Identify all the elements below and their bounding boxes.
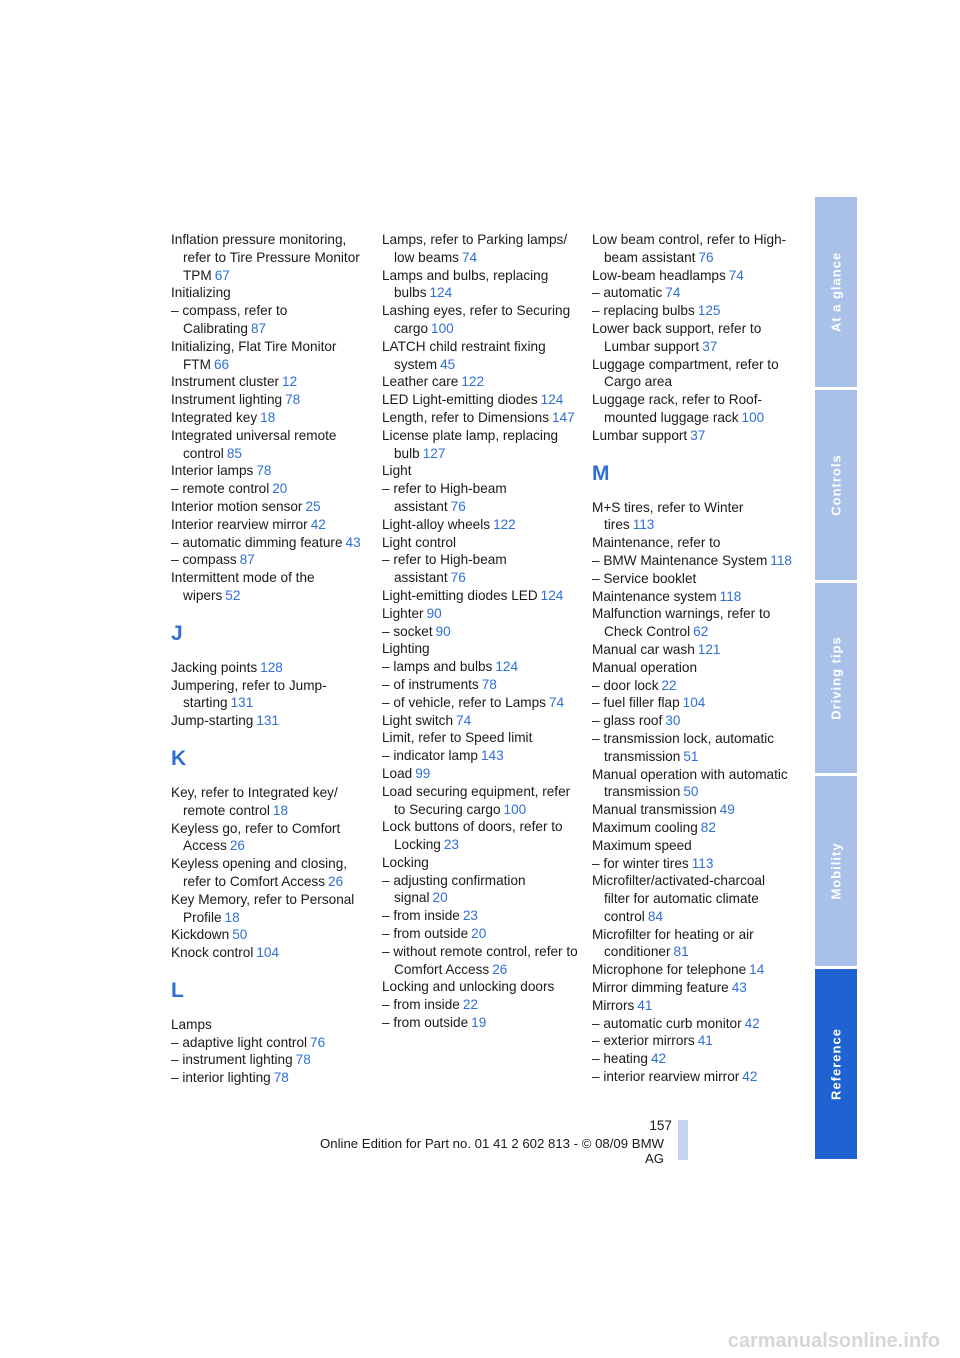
index-entry [592,766,792,802]
page-reference-link[interactable]: 74 [456,712,472,728]
index-entry [382,623,582,641]
index-entry-text: Light control [382,534,457,550]
index-entry-text: Interior lamps [171,463,254,479]
page-reference-link[interactable]: 19 [471,1015,487,1031]
index-entry-text: – replacing bulbs [592,303,695,319]
page-reference-link[interactable]: 20 [471,926,487,942]
index-entry [592,552,792,570]
index-entry-text: Key, refer to Integrated key/ remote control [171,784,338,818]
index-entry-text: Interior motion sensor [171,498,303,514]
index-entry [382,1014,582,1032]
page-reference-link[interactable]: 127 [422,445,446,461]
page-reference-link[interactable]: 100 [431,320,454,336]
page-reference-link[interactable]: 43 [731,980,747,996]
page-reference-link[interactable]: 18 [224,909,240,925]
page-reference-link[interactable]: 76 [698,249,714,265]
index-entry [592,570,792,588]
index-entry [171,569,371,605]
index-entry [592,267,792,285]
page-reference-link[interactable]: 20 [272,481,288,497]
index-entry-text: – transmission lock, automatic transmission [592,730,775,764]
index-entry-text: – interior rearview mirror [592,1069,740,1085]
page-reference-link[interactable]: 124 [495,659,519,675]
index-entry [592,356,792,392]
page-reference-link[interactable]: 118 [719,588,742,604]
index-entry-text: – from outside [382,1015,469,1031]
index-entry-text: – refer to High-beam assistant [382,552,507,586]
index-entry-text: Lighter [382,605,424,621]
index-entry [382,747,582,765]
index-entry [592,712,792,730]
index-entry-text: – without remote control, refer to Comfort Access [382,943,578,977]
footer-bar [678,1120,688,1160]
section-tabs [815,197,857,1160]
index-entry-text: – from inside [382,908,460,924]
page-reference-link[interactable]: 30 [665,713,681,729]
page-reference-link[interactable]: 26 [328,873,344,889]
index-entry [592,284,792,302]
index-entry-text: – socket [382,623,433,639]
page-reference-link[interactable]: 78 [273,1070,289,1086]
page-reference-link[interactable]: 18 [260,409,276,425]
page-reference-link[interactable]: 43 [345,534,361,550]
index-entry [171,302,371,338]
index-entry [382,996,582,1014]
index-entry-text: – compass [171,552,237,568]
index-entry-text: Manual car wash [592,641,695,657]
index-entry-text: Kickdown [171,927,230,943]
page-reference-link[interactable]: 74 [548,694,565,710]
index-column-1 [171,231,371,1087]
index-entry [382,267,582,303]
index-entry [171,1069,371,1087]
index-entry [382,373,582,391]
index-entry-text: Leather care [382,374,459,390]
index-letter-heading: J [171,621,183,645]
index-entry-text: – heating [592,1051,648,1067]
page-reference-link[interactable]: 113 [691,855,714,871]
index-entry-text: Integrated universal remote control [171,427,337,461]
page-reference-link[interactable]: 22 [661,677,677,693]
page-reference-link[interactable]: 76 [450,570,466,586]
page-reference-link[interactable]: 78 [295,1052,311,1068]
index-entry [592,499,792,535]
page-reference-link[interactable]: 90 [426,605,442,621]
index-entry [592,534,792,552]
page-reference-link[interactable]: 51 [683,748,699,764]
index-entry [382,818,582,854]
page-reference-link[interactable]: 122 [493,516,516,532]
index-entry [382,551,582,587]
index-entry-text: Inflation pressure monitoring, refer to Tire Pressure Monitor TPM [171,232,360,283]
page-reference-link[interactable]: 74 [728,267,744,283]
index-entry [382,978,582,996]
index-entry [592,641,792,659]
index-entry-text: Maximum cooling [592,819,698,835]
index-entry [171,926,371,944]
index-entry [382,338,582,374]
index-entry-text: – BMW Maintenance System [592,552,768,568]
index-entry [171,1016,371,1034]
index-entry [171,1051,371,1069]
index-entry-text: Jump-starting [171,713,254,729]
index-entry [592,659,792,677]
index-entry-text: Limit, refer to Speed limit [382,730,533,746]
index-entry [382,409,582,427]
page-reference-link[interactable]: 49 [719,802,735,818]
index-entry [382,854,582,872]
index-entry [382,587,582,605]
index-entry-text: Locking [382,854,429,870]
index-entry [592,427,792,445]
page-reference-link[interactable]: 25 [305,498,321,514]
page-reference-link[interactable]: 82 [700,819,716,835]
index-entry [592,819,792,837]
watermark: carmanualsonline.info [727,1330,940,1352]
index-entry-text: Maximum speed [592,837,692,853]
index-entry [382,783,582,819]
index-entry-text: Interior rearview mirror [171,516,308,532]
page-reference-link[interactable]: 99 [415,765,431,781]
index-entry-text: Key Memory, refer to Personal Profile [171,891,355,925]
index-entry [382,712,582,730]
page-reference-link[interactable]: 78 [256,463,272,479]
index-entry [171,944,371,962]
index-entry-text: Light switch [382,712,454,728]
page-reference-link[interactable]: 62 [693,624,709,640]
index-entry-text: Knock control [171,945,254,961]
page-reference-link[interactable]: 124 [540,587,564,603]
index-entry-text: Light [382,463,412,479]
index-entry [171,677,371,713]
index-entry-text: Microphone for telephone [592,962,747,978]
index-entry [171,462,371,480]
page-reference-link[interactable]: 45 [440,356,456,372]
index-entry-text: – from outside [382,926,469,942]
index-entry-text: – adjusting confirmation signal [382,872,526,906]
index-entry-text: – fuel filler flap [592,695,680,711]
index-entry-text: – glass roof [592,713,663,729]
page-reference-link[interactable]: 78 [285,392,301,408]
index-entry [382,516,582,534]
page-reference-link[interactable]: 128 [260,659,283,675]
index-entry-text: Luggage rack, refer to Roof-mounted luggage rack [592,392,763,425]
index-entry [592,231,792,267]
index-entry [592,855,792,873]
page-reference-link[interactable]: 41 [697,1033,713,1049]
index-entry [592,1015,792,1033]
tab-at-a-glance[interactable]: At a glance [815,197,857,387]
index-entry [592,302,792,320]
index-entry [382,925,582,943]
index-entry [382,943,582,979]
index-entry [171,534,371,552]
index-entry-text: Lamps and bulbs, replacing bulbs [382,267,549,301]
index-entry [171,409,371,427]
index-entry-text: Malfunction warnings, refer to Check Control [592,606,771,640]
index-entry [171,1034,371,1052]
index-entry [171,373,371,391]
index-entry [171,551,371,569]
index-entry [382,231,582,267]
page-number: 157 [649,1118,672,1133]
page-reference-link[interactable]: 42 [650,1051,667,1067]
page-reference-link[interactable]: 131 [230,695,254,711]
index-letter-heading: L [171,978,184,1002]
index-entry-text: – from inside [382,997,460,1013]
page-reference-link[interactable]: 76 [450,498,466,514]
index-entry [592,1032,792,1050]
page-reference-link[interactable]: 37 [690,427,706,443]
index-entry [382,462,582,480]
page-reference-link[interactable]: 50 [232,927,248,943]
page-reference-link[interactable]: 87 [239,552,255,568]
index-entry [592,588,792,606]
index-entry [382,391,582,409]
index-entry-text: Initializing [171,285,231,301]
index-entry-text: Lighting [382,641,430,657]
index-entry-text: – lamps and bulbs [382,659,493,675]
page-reference-link[interactable]: 74 [665,285,681,301]
index-entry-text: Keyless go, refer to Comfort Access [171,820,341,854]
index-entry [592,320,792,356]
page-reference-link[interactable]: 23 [443,837,459,853]
page-reference-link[interactable]: 87 [250,320,267,336]
index-entry [171,338,371,374]
index-entry-text: Lamps [171,1016,212,1032]
page-reference-link[interactable]: 74 [461,249,478,265]
index-entry [592,961,792,979]
index-entry [171,784,371,820]
index-entry-text: Lock buttons of doors, refer to Locking [382,819,563,853]
index-entry-text: – door lock [592,677,659,693]
index-entry [171,891,371,927]
index-entry [592,605,792,641]
index-entry-text: – adaptive light control [171,1034,308,1050]
index-entry [592,677,792,695]
index-entry [592,391,792,427]
index-entry-text: – interior lighting [171,1070,271,1086]
index-entry-text: Microfilter for heating or air conditioner [592,926,754,960]
index-entry [382,605,582,623]
index-entry [382,676,582,694]
index-entry-text: Lamps, refer to Parking lamps/ low beams [382,232,568,265]
page-reference-link[interactable]: 23 [462,908,478,924]
index-entry-text: – automatic curb monitor [592,1015,742,1031]
index-entry [171,516,371,534]
tab-reference[interactable]: Reference [815,969,857,1159]
index-entry [171,284,371,302]
page-reference-link[interactable]: 26 [492,961,508,977]
index-entry [382,480,582,516]
index-entry-text: Manual operation [592,659,698,675]
tab-controls[interactable]: Controls [815,390,857,580]
index-entry-text: Mirror dimming feature [592,980,729,996]
page-reference-link[interactable]: 84 [647,908,663,924]
index-entry [382,427,582,463]
page-reference-link[interactable]: 124 [429,285,453,301]
page-reference-link[interactable]: 118 [770,552,792,568]
index-entry [592,979,792,997]
page-reference-link[interactable]: 85 [226,445,242,461]
index-entry-text: – exterior mirrors [592,1033,695,1049]
page-reference-link[interactable]: 52 [225,587,241,603]
index-entry [382,765,582,783]
index-entry-text: – automatic [592,285,663,301]
index-entry-text: Light-emitting diodes LED [382,587,538,603]
index-entry-text: Load securing equipment, refer to Securing cargo [382,783,571,817]
index-entry [171,231,371,284]
index-entry [592,997,792,1015]
index-entry [382,872,582,908]
page-reference-link[interactable]: 37 [702,338,718,354]
index-entry-text: – remote control [171,481,270,497]
page-reference-link[interactable]: 125 [697,303,721,319]
index-column-2 [382,231,582,1032]
index-entry-text: Low-beam headlamps [592,267,726,283]
page-reference-link[interactable]: 14 [749,962,765,978]
index-entry-text: Instrument cluster [171,374,280,390]
page-reference-link[interactable]: 26 [229,838,245,854]
page-reference-link[interactable]: 100 [741,409,765,425]
index-entry-text: Low beam control, refer to High-beam assistant [592,232,787,265]
index-entry-text: Mirrors [592,997,635,1013]
index-entry-text: LATCH child restraint fixing system [382,338,546,372]
index-entry-text: Intermittent mode of the wipers [171,570,315,603]
index-entry [382,658,582,676]
index-entry-text: – Service booklet [592,570,697,586]
index-entry-text: – automatic dimming feature [171,534,343,550]
page-reference-link[interactable]: 50 [683,784,699,800]
index-entry-text: Luggage compartment, refer to Cargo area [592,356,779,390]
index-entry-text: Manual operation with automatic transmission [592,766,788,800]
index-entry-text: Maintenance system [592,588,717,604]
index-entry [171,712,371,730]
index-entry-text: Jacking points [171,659,258,675]
page-reference-link[interactable]: 18 [272,802,289,818]
page-reference-link[interactable]: 12 [282,374,298,390]
index-entry [171,659,371,677]
index-entry-text: – refer to High-beam assistant [382,481,507,514]
index-entry [592,1050,792,1068]
tab-mobility[interactable]: Mobility [815,776,857,966]
index-entry-text: – of vehicle, refer to Lamps [382,694,546,710]
page-reference-link[interactable]: 113 [632,517,655,533]
page-reference-link[interactable]: 41 [637,997,653,1013]
index-entry [592,694,792,712]
page-reference-link[interactable]: 42 [310,516,326,532]
page-reference-link[interactable]: 20 [432,890,448,906]
index-entry-text: Load [382,765,413,781]
index-entry [382,907,582,925]
index-entry [171,820,371,856]
page-reference-link[interactable]: 66 [213,356,230,372]
page-reference-link[interactable]: 42 [744,1015,760,1031]
index-entry-text: Lumbar support [592,427,688,443]
index-entry-text: – instrument lighting [171,1052,293,1068]
index-entry [382,534,582,552]
index-entry [171,427,371,463]
page-reference-link[interactable]: 78 [481,676,497,692]
index-entry [592,1068,792,1086]
index-entry-text: Length, refer to Dimensions [382,409,549,425]
page-reference-link[interactable]: 143 [480,748,504,764]
page-reference-link[interactable]: 121 [697,641,721,657]
index-column-3 [592,231,792,1086]
index-entry-text: LED Light-emitting diodes [382,392,538,408]
index-entry [382,694,582,712]
page-reference-link[interactable]: 81 [673,944,689,960]
index-entry-text: – for winter tires [592,855,689,871]
index-entry-text: Keyless opening and closing, refer to Comfort Access [171,856,348,889]
page-reference-link[interactable]: 104 [682,695,706,711]
index-entry [592,872,792,925]
page-reference-link[interactable]: 22 [462,997,478,1013]
page-reference-link[interactable]: 67 [214,267,230,283]
index-letter-heading: K [171,746,187,770]
index-entry-text: – of instruments [382,676,479,692]
index-entry [171,391,371,409]
index-entry-text: – indicator lamp [382,748,478,764]
index-entry-text: Initializing, Flat Tire Monitor FTM [171,338,337,372]
index-letter-heading: M [592,461,610,485]
index-entry [382,729,582,747]
index-entry-text: Instrument lighting [171,392,283,408]
index-entry [171,498,371,516]
index-entry-text: License plate lamp, replacing bulb [382,427,559,461]
footer-text: Online Edition for Part no. 01 41 2 602 813 - © 08/09 BMW AG [320,1136,664,1166]
page-reference-link[interactable]: 76 [310,1034,326,1050]
index-entry-text: Locking and unlocking doors [382,979,555,995]
page-reference-link[interactable]: 100 [503,801,527,817]
index-entry-text: Manual transmission [592,802,717,818]
page-reference-link[interactable]: 42 [742,1069,758,1085]
index-entry-text: Jumpering, refer to Jump-starting [171,677,327,711]
page-reference-link[interactable]: 147 [552,409,575,425]
index-entry [592,730,792,766]
index-entry-text: Light-alloy wheels [382,516,491,532]
index-entry [382,640,582,658]
page-reference-link[interactable]: 90 [435,623,451,639]
index-entry-text: Lashing eyes, refer to Securing cargo [382,303,571,336]
page-reference-link[interactable]: 104 [256,945,280,961]
index-entry-text: – compass, refer to Calibrating [171,303,288,336]
index-entry [592,801,792,819]
page-reference-link[interactable]: 122 [461,374,485,390]
index-entry [171,480,371,498]
index-entry [171,855,371,891]
index-entry [382,302,582,338]
index-entry-text: Lower back support, refer to Lumbar support [592,320,762,354]
page-reference-link[interactable]: 124 [540,392,564,408]
index-entry-text: Microfilter/activated-charcoal filter for automatic climate control [592,873,766,924]
index-entry [592,837,792,855]
index-entry-text: M+S tires, refer to Winter tires [592,499,744,533]
page-reference-link[interactable]: 131 [256,713,280,729]
index-entry-text: Maintenance, refer to [592,535,721,551]
index-entry [592,926,792,962]
index-entry-text: Integrated key [171,409,258,425]
tab-driving-tips[interactable]: Driving tips [815,583,857,773]
